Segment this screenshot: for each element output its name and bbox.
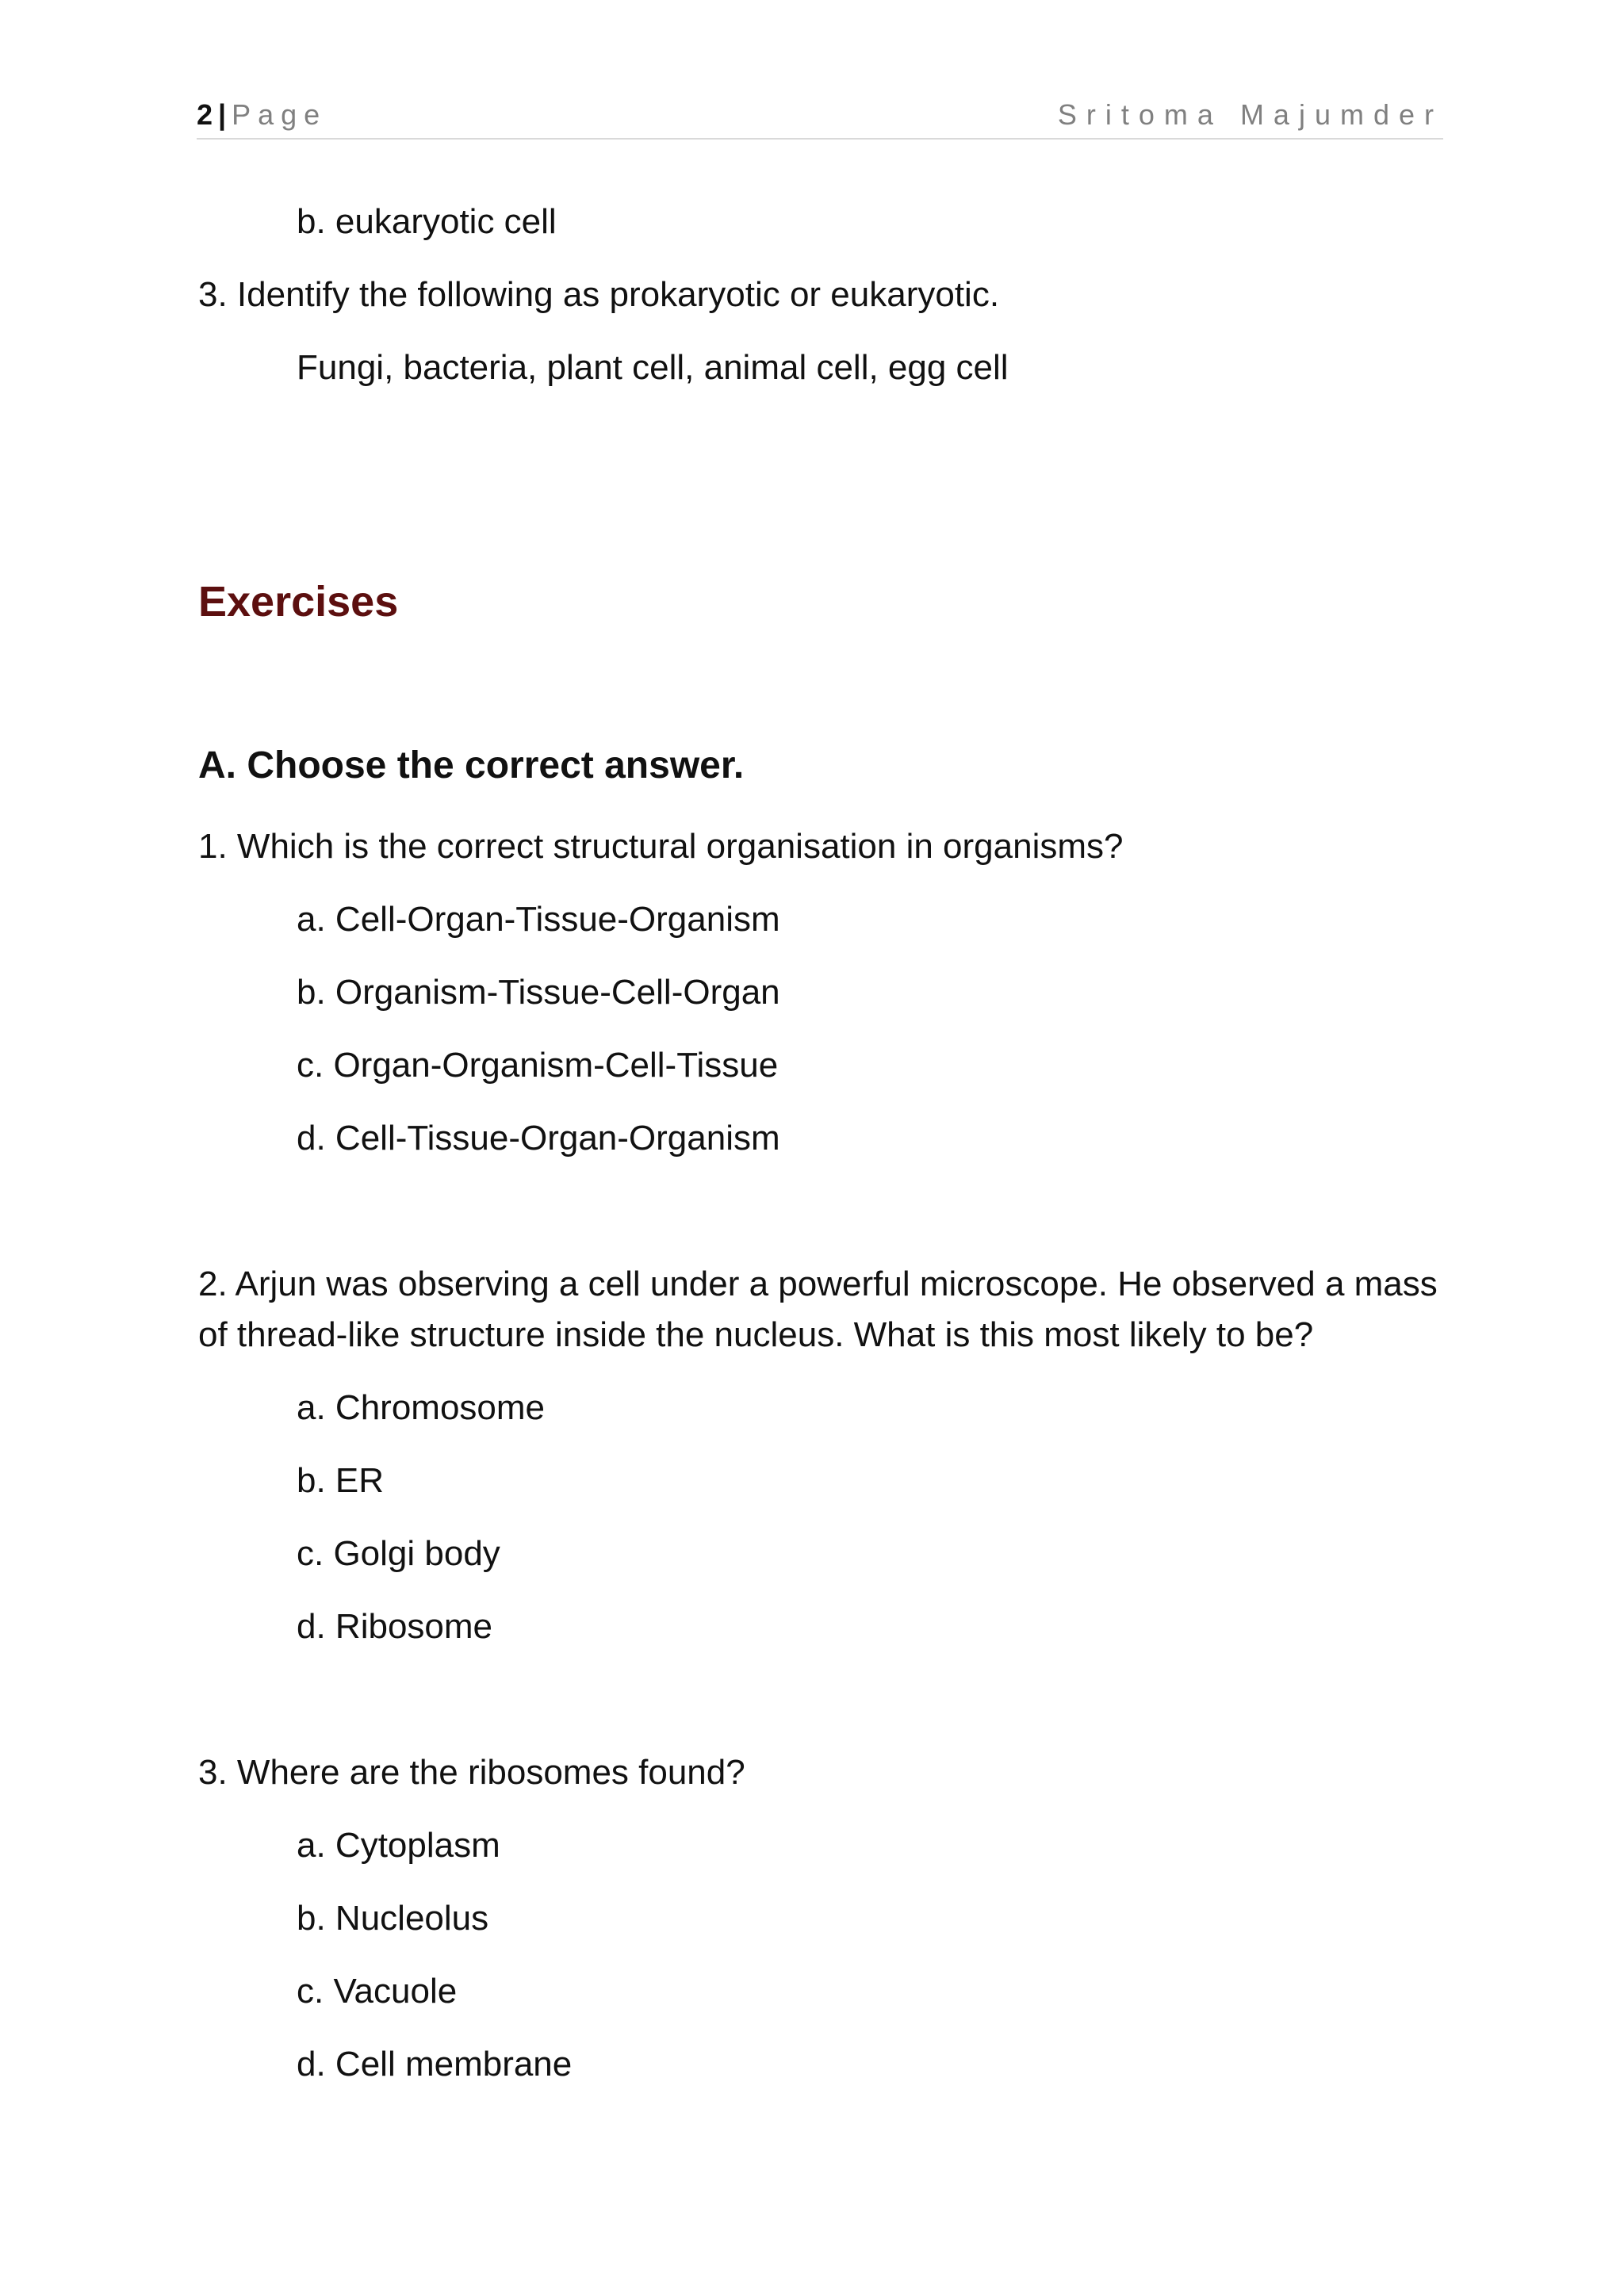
question-1-option-a: a. Cell-Organ-Tissue-Organism <box>297 900 780 939</box>
question-1-option-c: c. Organ-Organism-Cell-Tissue <box>297 1046 779 1085</box>
page-header <box>197 94 1443 140</box>
question-2-option-c: c. Golgi body <box>297 1534 500 1573</box>
question-3-option-d: d. Cell membrane <box>297 2045 573 2084</box>
page-word: Page <box>232 98 327 131</box>
exercises-heading: Exercises <box>198 578 399 626</box>
question-2-option-d: d. Ribosome <box>297 1607 493 1646</box>
intro-option-b: b. eukaryotic cell <box>297 202 557 241</box>
page-separator: | <box>218 98 228 131</box>
question-1: 1. Which is the correct structural organisation in organisms? <box>198 827 1124 866</box>
question-3: 3. Where are the ribosomes found? <box>198 1753 745 1792</box>
intro-question-3: 3. Identify the following as prokaryotic or eukaryotic. <box>198 275 1000 314</box>
page-number-label <box>197 98 327 132</box>
question-2-option-a: a. Chromosome <box>297 1388 546 1427</box>
author-name: Sritoma Majumder <box>1057 98 1443 131</box>
intro-question-3-items: Fungi, bacteria, plant cell, animal cell, egg cell <box>297 348 1009 387</box>
question-1-option-d: d. Cell-Tissue-Organ-Organism <box>297 1119 780 1158</box>
question-3-option-b: b. Nucleolus <box>297 1899 489 1938</box>
question-2-option-b: b. ER <box>297 1461 385 1500</box>
section-a-heading: A. Choose the correct answer. <box>198 744 745 786</box>
question-1-option-b: b. Organism-Tissue-Cell-Organ <box>297 973 780 1012</box>
question-3-option-c: c. Vacuole <box>297 1972 458 2011</box>
question-3-option-a: a. Cytoplasm <box>297 1826 500 1865</box>
page-number: 2 <box>197 98 214 131</box>
question-2: 2. Arjun was observing a cell under a powerful microscope. He observed a mass of thread-like structure inside the nucleus. What is this most likely to be? <box>198 1265 1438 1354</box>
